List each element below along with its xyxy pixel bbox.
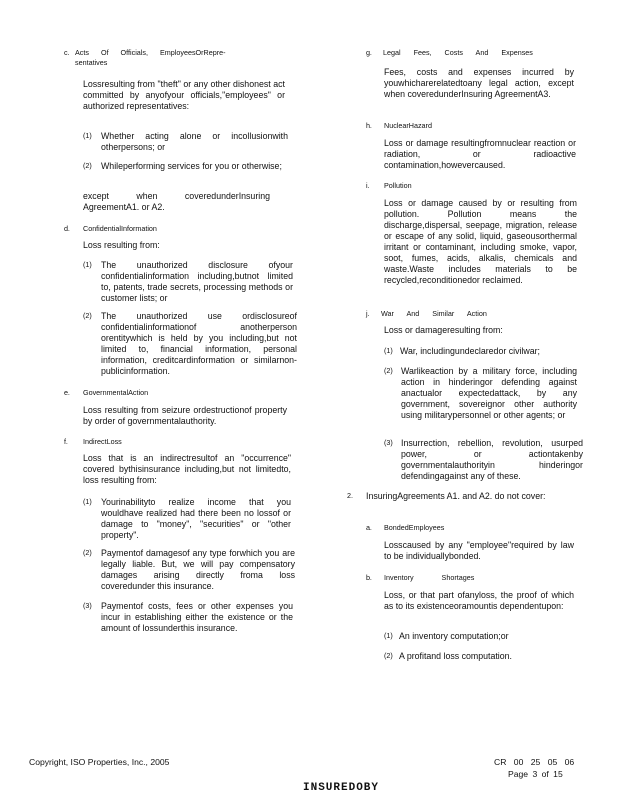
item-number: (2) — [83, 161, 92, 170]
list-item: Yourinabilityto realize income that you wouldhave realized had there been no lossof or damage to "money", "securities" or "other property". — [101, 497, 291, 540]
section-g-text: Fees, costs and expenses incurred by youwhicharerelatedtoany legal action, except when coveredunderInsuring AgreementA3. — [384, 67, 574, 99]
section-label-h: h. — [366, 121, 372, 130]
section-heading-c: Acts Of Officials, EmployeesOrRepre- — [75, 48, 226, 57]
section-heading-f: IndirectLoss — [83, 437, 122, 446]
section-label-b: b. — [366, 573, 372, 582]
section-heading-e: GovernmentalAction — [83, 388, 149, 397]
copyright-notice: Copyright, ISO Properties, Inc., 2005 — [29, 757, 170, 767]
section-c-outro: except when coveredunderInsuring AgreementA1. or A2. — [83, 191, 270, 212]
section-b-intro: Loss, or that part ofanyloss, the proof of which as to its existenceoramountis dependentupon: — [384, 590, 574, 611]
list-item: The unauthorized disclosure ofyour confidentialinformation including,butnot limited to, patents, trade secrets, processing methods or customer lists; or — [101, 260, 293, 303]
section-heading-j: War And Similar Action — [381, 309, 487, 318]
section-h-text: Loss or damage resultingfromnuclear reaction or radiation, or radioactive contamination,howevercaused. — [384, 138, 576, 170]
page-number: Page 3 of 15 — [508, 769, 563, 779]
item-number: (2) — [384, 651, 393, 660]
list-item: Paymentof damagesof any type forwhich you are legally liable. But, we will pay compensatory damages arising directly froma loss coveredunder this insurance. — [101, 548, 295, 591]
list-item: Paymentof costs, fees or other expenses you incur in establishing either the existence or the amount of lossunderthis insurance. — [101, 601, 293, 633]
section-label-d: d. — [64, 224, 70, 233]
list-item: Insurrection, rebellion, revolution, usurped power, or actiontakenby governmentalauthorityin hinderingor defendingagainst any of these. — [401, 438, 583, 481]
section-f-intro: Loss that is an indirectresultof an "occurrence" covered bythisinsurance including,but not limitedto, loss resulting from: — [83, 453, 291, 485]
form-number: CR 00 25 05 06 — [494, 757, 575, 767]
item-number: (1) — [384, 346, 393, 355]
list-item: Whileperforming services for you or otherwise; — [101, 161, 282, 171]
section-label-c: c. — [64, 48, 70, 57]
section-heading-d: ConfidentialInformation — [83, 224, 157, 233]
item-number: (3) — [384, 438, 393, 447]
section-heading-a: BondedEmployees — [384, 523, 445, 532]
paragraph-number-2: 2. — [347, 491, 353, 500]
list-item: War, includingundeclaredor civilwar; — [400, 346, 540, 356]
section-label-a: a. — [366, 523, 372, 532]
item-number: (2) — [83, 548, 92, 557]
item-number: (1) — [83, 497, 92, 506]
section-a-text: Losscaused by any "employee"required by law to be individuallybonded. — [384, 540, 574, 561]
item-number: (3) — [83, 601, 92, 610]
section-label-j: j. — [366, 309, 370, 318]
section-heading-g: Legal Fees, Costs And Expenses — [383, 48, 533, 57]
list-item: Warlikeaction by a military force, including action in hinderingor defending against anactualor expectedattack, by any government, sovereignor other authority using militarypersonnel or other agents; or — [401, 366, 577, 420]
section-j-intro: Loss or damageresulting from: — [384, 325, 503, 335]
list-item: An inventory computation;or — [399, 631, 509, 641]
section-label-f: f. — [64, 437, 68, 446]
list-item: The unauthorized use ordisclosureof confidentialinformationof anotherperson orentitywhich is held by you including,but not limited to, financial information, personal information, creditcardinformation or similarnon-publicinformation. — [101, 311, 297, 376]
item-number: (2) — [384, 366, 393, 375]
watermark: INSUREDOBY — [303, 782, 380, 794]
section-label-e: e. — [64, 388, 70, 397]
section-i-text: Loss or damage caused by or resulting from pollution. Pollution means the discharge,dispersal, seepage, migration, release or escape of any solid, liquid, gaseousorthermal irritant or contaminant, including smoke, vapor, soot, fumes, acids, alkalis, chemicals and waste.Waste includes materials to be recycled,reconditionedor reclaimed. — [384, 198, 577, 285]
list-item: Whether acting alone or incollusionwith otherpersons; or — [101, 131, 288, 152]
section-heading-b: Inventory Shortages — [384, 573, 475, 582]
item-number: (2) — [83, 311, 92, 320]
paragraph-2-text: InsuringAgreements A1. and A2. do not cover: — [366, 491, 546, 501]
section-e-text: Loss resulting from seizure ordestructionof property by order of governmentalauthority. — [83, 405, 287, 426]
section-d-intro: Loss resulting from: — [83, 240, 160, 250]
item-number: (1) — [384, 631, 393, 640]
list-item: A profitand loss computation. — [399, 651, 512, 661]
section-c-intro: Lossresulting from "theft" or any other dishonest act committed by anyofyour officials,"employees" or authorized representatives: — [83, 79, 285, 111]
item-number: (1) — [83, 260, 92, 269]
item-number: (1) — [83, 131, 92, 140]
section-heading-c-cont: sentatives — [75, 58, 108, 67]
section-label-i: i. — [366, 181, 370, 190]
section-label-g: g. — [366, 48, 372, 57]
section-heading-h: NuclearHazard — [384, 121, 432, 130]
section-heading-i: Pollution — [384, 181, 412, 190]
